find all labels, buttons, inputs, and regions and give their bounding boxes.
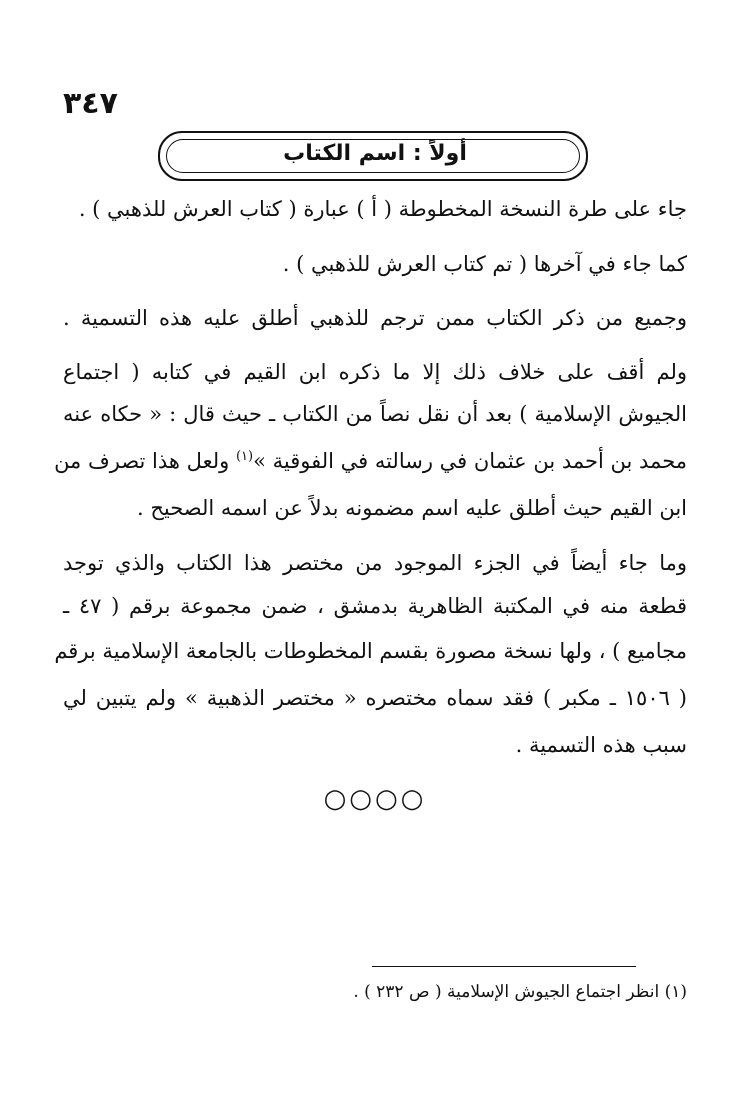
body-line-6 xyxy=(54,449,687,473)
body-line-5: الجيوش الإسلامية ) بعد أن نقل نصاً من الكتاب ـ حيث قال : « حكاه عنه xyxy=(63,402,687,426)
body-line-4: ولم أقف على خلاف ذلك إلا ما ذكره ابن القيم في كتابه ( اجتماع xyxy=(63,360,687,384)
body-line-11: ( ١٥٠٦ ـ مكبر ) فقد سماه مختصره « مختصر الذهبية » ولم يتبين لي xyxy=(63,686,687,710)
body-line-8: وما جاء أيضاً في الجزء الموجود من مختصر هذا الكتاب والذي توجد xyxy=(63,551,687,575)
body-line-1: جاء على طرة النسخة المخطوطة ( أ ) عبارة ( كتاب العرش للذهبي ) . xyxy=(78,197,687,221)
body-line-7: ابن القيم حيث أطلق عليه اسم مضمونه بدلاً عن اسمه الصحيح . xyxy=(136,496,687,520)
footnote-marker: (١) xyxy=(235,449,254,464)
footnote-separator xyxy=(372,966,636,967)
body-line-10: مجاميع ) ، ولها نسخة مصورة بقسم المخطوطات بالجامعة الإسلامية برقم xyxy=(54,639,687,663)
page-number: ٣٤٧ xyxy=(63,86,118,121)
body-line-3: وجميع من ذكر الكتاب ممن ترجم للذهبي أطلق عليه هذه التسمية . xyxy=(63,306,687,330)
body-line-12: سبب هذه التسمية . xyxy=(515,733,687,757)
body-line-9: قطعة منه في المكتبة الظاهرية بدمشق ، ضمن مجموعة برقم ( ٤٧ ـ xyxy=(63,594,687,618)
body-line-6-tail: ولعل هذا تصرف من xyxy=(54,449,230,473)
body-line-2: كما جاء في آخرها ( تم كتاب العرش للذهبي ) . xyxy=(282,252,687,276)
footnote: (١) انظر اجتماع الجيوش الإسلامية ( ص ٢٣٢ ) . xyxy=(353,982,687,1002)
section-heading: أولاً : اسم الكتاب xyxy=(283,141,467,166)
body-line-6-quote: محمد بن أحمد بن عثمان في رسالته في الفوقية » xyxy=(253,449,687,473)
section-end-ornament: ○○○○ xyxy=(323,784,427,814)
